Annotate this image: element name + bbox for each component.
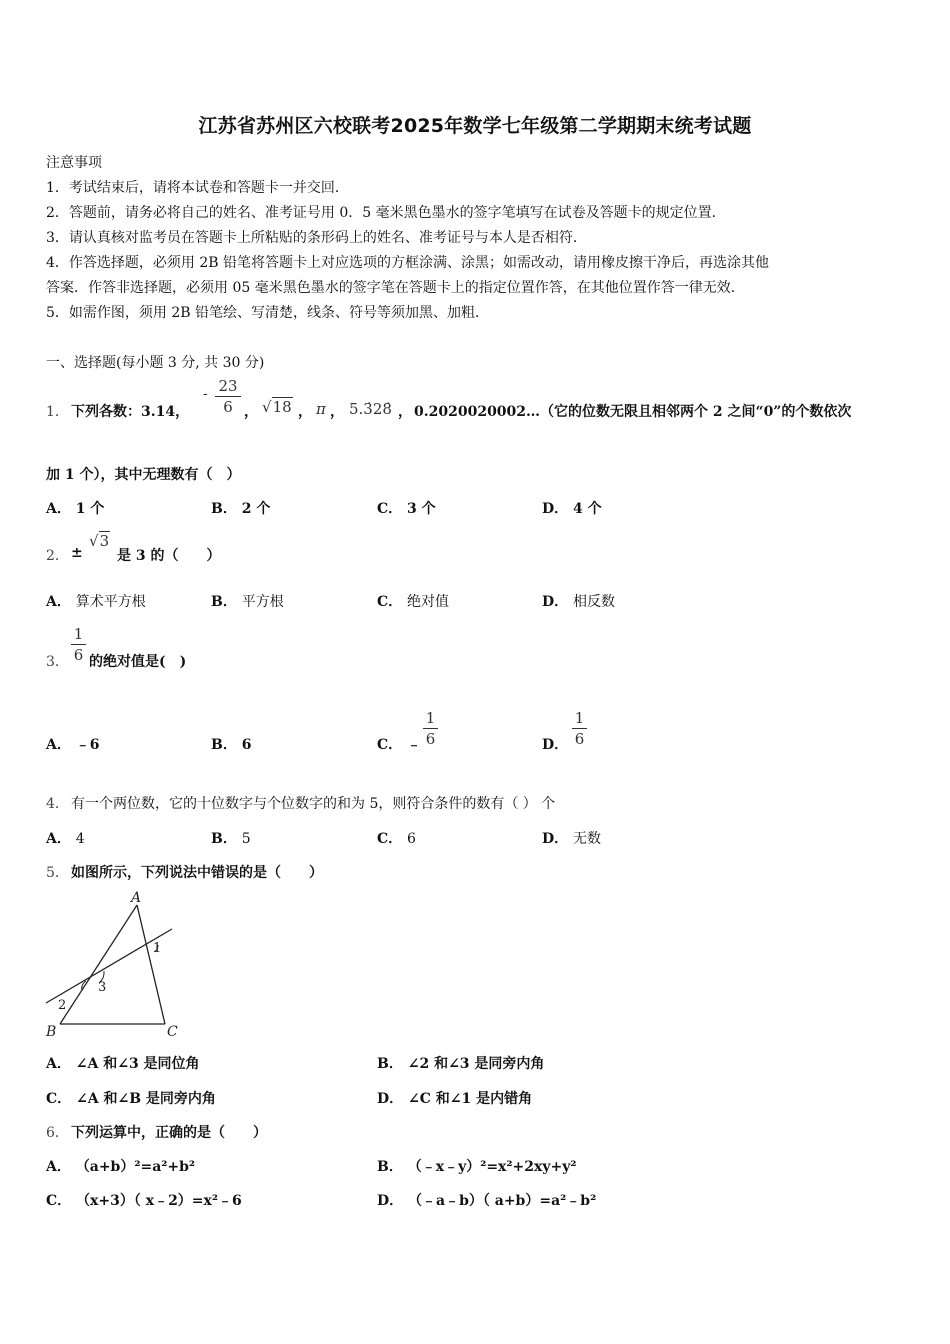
option-d[interactable]: D． 相反数 bbox=[542, 594, 616, 610]
option-c[interactable]: C． ﹣ bbox=[377, 737, 422, 753]
sqrt-3: √3 bbox=[89, 532, 110, 550]
label-angle-3: 3 bbox=[98, 980, 107, 995]
question-text: 的绝对值是( ) bbox=[89, 654, 187, 670]
question-text: 下列运算中，正确的是（ ） bbox=[71, 1125, 267, 1141]
triangle-figure bbox=[40, 885, 190, 1045]
sqrt-18: √18 bbox=[262, 398, 292, 416]
option-a[interactable]: A． 1 个 bbox=[46, 501, 105, 517]
fraction-neg-23-6: 23 6 bbox=[215, 377, 241, 416]
question-text: 如图所示，下列说法中错误的是（ ） bbox=[71, 865, 323, 881]
minus-sign: - bbox=[203, 386, 208, 402]
option-a[interactable]: A． 4 bbox=[46, 831, 85, 847]
plus-minus: ± bbox=[71, 545, 83, 561]
label-angle-2: 2 bbox=[58, 998, 67, 1013]
page-title: 江苏省苏州区六校联考2025年数学七年级第二学期期末统考试题 bbox=[198, 115, 752, 137]
notice-line: 5．如需作图，须用 2B 铅笔绘、写清楚，线条、符号等须加黑、加粗． bbox=[46, 305, 490, 321]
option-a[interactable]: A． ∠A 和∠3 是同位角 bbox=[46, 1056, 200, 1072]
option-b[interactable]: B． 6 bbox=[211, 737, 252, 753]
question-number: 1． bbox=[46, 404, 69, 420]
question-text: 0.2020020002…（它的位数无限且相邻两个 2 之间“0”的个数依次 bbox=[414, 404, 852, 420]
option-d[interactable]: D． bbox=[542, 737, 569, 753]
question-number: 6． bbox=[46, 1125, 69, 1141]
option-b[interactable]: B． （﹣x﹣y）²=x²+2xy+y² bbox=[377, 1159, 577, 1175]
label-b: B bbox=[46, 1024, 57, 1040]
label-c: C bbox=[167, 1024, 178, 1040]
option-c[interactable]: C． 6 bbox=[377, 831, 416, 847]
label-a: A bbox=[131, 890, 142, 906]
option-a[interactable]: A． ﹣6 bbox=[46, 737, 100, 753]
notice-line: 1．考试结束后，请将本试卷和答题卡一并交回． bbox=[46, 180, 349, 196]
option-d[interactable]: D． （﹣a﹣b）（ a+b）=a²﹣b² bbox=[377, 1193, 597, 1209]
side-ac bbox=[137, 905, 165, 1024]
option-a[interactable]: A． 算术平方根 bbox=[46, 594, 146, 610]
option-c[interactable]: C． 3 个 bbox=[377, 501, 436, 517]
option-c[interactable]: C． （x+3）（ x﹣2）=x²﹣6 bbox=[46, 1193, 242, 1209]
repeating-decimal: 5.3̇28̇ bbox=[349, 400, 392, 418]
option-c-fraction: 1 6 bbox=[423, 709, 438, 748]
question-text: 有一个两位数，它的十位数字与个位数字的和为 5，则符合条件的数有（ ） 个 bbox=[71, 796, 556, 812]
option-c[interactable]: C． ∠A 和∠B 是同旁内角 bbox=[46, 1091, 216, 1107]
option-b[interactable]: B． 2 个 bbox=[211, 501, 271, 517]
notice-line: 3．请认真核对监考员在答题卡上所粘贴的条形码上的姓名、准考证号与本人是否相符． bbox=[46, 230, 587, 246]
question-number: 2． bbox=[46, 548, 69, 564]
notice-line: 答案．作答非选择题，必须用 05 毫米黑色墨水的签字笔在答题卡上的指定位置作答，在其他位置作答一律无效． bbox=[46, 280, 745, 296]
option-c[interactable]: C． 绝对值 bbox=[377, 594, 450, 610]
option-d[interactable]: D． ∠C 和∠1 是内错角 bbox=[377, 1091, 533, 1107]
label-angle-1: 1 bbox=[153, 941, 162, 956]
option-b[interactable]: B． 平方根 bbox=[211, 594, 284, 610]
question-number: 4． bbox=[46, 796, 69, 812]
option-b[interactable]: B． ∠2 和∠3 是同旁内角 bbox=[377, 1056, 545, 1072]
question-text-line2: 加 1 个），其中无理数有（ ） bbox=[46, 467, 241, 483]
question-text: 是 3 的（ ） bbox=[117, 548, 221, 564]
option-d[interactable]: D． 4 个 bbox=[542, 501, 602, 517]
notice-heading: 注意事项 bbox=[46, 155, 102, 171]
fraction-1-6: 1 6 bbox=[71, 625, 86, 664]
question-number: 5． bbox=[46, 865, 69, 881]
option-a[interactable]: A． （a+b）²=a²+b² bbox=[46, 1159, 196, 1175]
question-text: 下列各数：3.14， bbox=[71, 404, 190, 420]
pi-symbol: π bbox=[316, 400, 326, 418]
side-ab bbox=[60, 905, 137, 1024]
notice-line: 2．答题前，请务必将自己的姓名、准考证号用 0．5 毫米黑色墨水的签字笔填写在试卷及答题卡的规定位置． bbox=[46, 205, 726, 221]
option-d[interactable]: D． 无数 bbox=[542, 831, 602, 847]
option-d-fraction: 1 6 bbox=[572, 709, 587, 748]
notice-line: 4．作答选择题，必须用 2B 铅笔将答题卡上对应选项的方框涂满、涂黑；如需改动，请用橡皮擦干净后，再选涂其他 bbox=[46, 255, 769, 271]
option-b[interactable]: B． 5 bbox=[211, 831, 251, 847]
section-heading: 一、选择题(每小题 3 分, 共 30 分) bbox=[46, 355, 265, 371]
question-number: 3． bbox=[46, 654, 69, 670]
